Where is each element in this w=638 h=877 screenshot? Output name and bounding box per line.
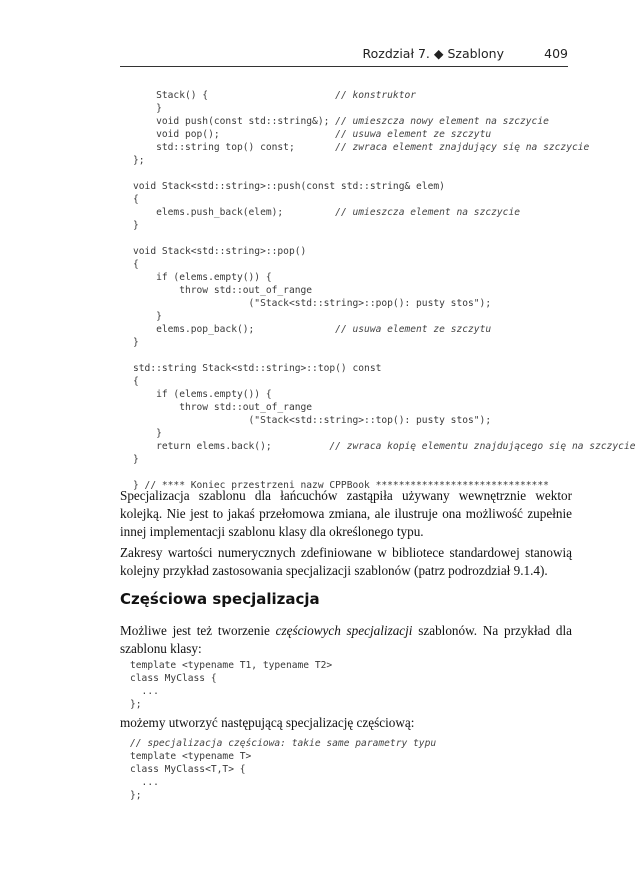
code-line [133, 414, 636, 427]
code-line: ... [130, 686, 159, 697]
code-text: std::string Stack<std::string>::top() const [133, 363, 382, 374]
code-line [133, 362, 636, 375]
code-line [133, 128, 636, 141]
paragraph-specialization-description: Specjalizacja szablonu dla łańcuchów zastąpiła używany wewnętrznie wektor kolejką. Nie jest to jakaś przełomowa zmiana, ale ilustruje ona możliwość zupełnie innej implementacji szablonu klasy dla określonego typu. [120, 488, 572, 539]
code-text: return elems.back(); [133, 441, 272, 452]
code-line [133, 310, 636, 323]
code-line [133, 115, 636, 128]
code-text: } [133, 454, 139, 465]
code-text: }; [133, 155, 145, 166]
code-line [133, 258, 636, 271]
code-text: } [133, 337, 139, 348]
code-line [133, 427, 636, 440]
code-line [133, 102, 636, 115]
code-text: { [133, 259, 139, 270]
code-text: } [133, 428, 162, 439]
paragraph-text: Możliwe jest też tworzenie [120, 623, 276, 638]
page-number: 409 [544, 46, 568, 61]
code-line [133, 245, 636, 258]
code-line: }; [130, 790, 142, 801]
code-text: } [133, 311, 162, 322]
code-text: } [133, 220, 139, 231]
paragraph-numeric-limits: Zakresy wartości numerycznych zdefiniowane w bibliotece standardowej stanowią kolejny przykład zastosowania specjalizacji szablonów (patrz podrozdział 9.1.4). [120, 545, 572, 578]
paragraph-partial-followup: możemy utworzyć następującą specjalizację częściową: [120, 715, 415, 730]
code-text: void Stack<std::string>::push(const std::string& elem) [133, 181, 445, 192]
code-text: } [133, 103, 162, 114]
code-comment: // umieszcza nowy element na szczycie [335, 116, 549, 127]
emphasized-term: częściowych specjalizacji [275, 623, 413, 638]
code-comment: // usuwa element ze szczytu [335, 129, 492, 140]
code-line: }; [130, 699, 142, 710]
code-text: if (elems.empty()) { [133, 272, 272, 283]
code-line: class MyClass { [130, 673, 217, 684]
code-text: { [133, 376, 139, 387]
code-line [133, 388, 636, 401]
code-comment: // konstruktor [335, 90, 417, 101]
code-line: template <typename T> [130, 751, 252, 762]
code-text: std::string top() const; [133, 142, 295, 153]
code-block-class-template [130, 659, 332, 711]
code-line [133, 349, 636, 362]
code-line: // specjalizacja częściowa: takie same parametry typu [130, 738, 437, 749]
section-heading: Częściowa specjalizacja [120, 590, 320, 608]
code-text: Stack() { [133, 90, 209, 101]
code-line [133, 271, 636, 284]
code-line [133, 89, 636, 102]
code-line [133, 375, 636, 388]
code-line [133, 219, 636, 232]
code-text: ("Stack<std::string>::pop(): pusty stos"); [133, 298, 492, 309]
code-text: elems.push_back(elem); [133, 207, 284, 218]
code-comment: // umieszcza element na szczycie [335, 207, 521, 218]
code-line [133, 167, 636, 180]
code-line: class MyClass<T,T> { [130, 764, 246, 775]
paragraph-partial-intro [120, 622, 572, 658]
code-comment: // zwraca element znajdujący się na szczycie [335, 142, 590, 153]
code-text: void Stack<std::string>::pop() [133, 246, 307, 257]
code-line [133, 141, 636, 154]
code-line [133, 193, 636, 206]
code-line: template <typename T1, typename T2> [130, 660, 333, 671]
code-line [133, 323, 636, 336]
code-text: { [133, 194, 139, 205]
code-line [133, 336, 636, 349]
code-text: void push(const std::string&); [133, 116, 330, 127]
code-line [133, 297, 636, 310]
code-line [133, 453, 636, 466]
code-comment: // zwraca kopię elementu znajdującego się na szczycie [329, 441, 636, 452]
code-text: } // **** Koniec przestrzeni nazw CPPBook ****************************** [133, 480, 549, 491]
code-line [133, 180, 636, 193]
code-line [133, 232, 636, 245]
code-text: throw std::out_of_range [133, 402, 313, 413]
code-text: if (elems.empty()) { [133, 389, 272, 400]
code-text: ("Stack<std::string>::top(): pusty stos"); [133, 415, 492, 426]
chapter-title: Rozdział 7. ◆ Szablony [362, 46, 504, 61]
code-line [133, 401, 636, 414]
code-text: throw std::out_of_range [133, 285, 313, 296]
code-text: elems.pop_back(); [133, 324, 255, 335]
code-line [133, 154, 636, 167]
code-comment: // usuwa element ze szczytu [335, 324, 492, 335]
code-line [133, 440, 636, 453]
code-block-partial-specialization [130, 737, 436, 802]
code-line [133, 206, 636, 219]
code-line: ... [130, 777, 159, 788]
code-block-stack-specialization [133, 89, 636, 492]
page-header [120, 44, 568, 67]
code-line [133, 284, 636, 297]
code-line [133, 466, 636, 479]
paragraph-text: szablonów. Na przykład dla szablonu klasy: [120, 623, 572, 656]
code-text: void pop(); [133, 129, 220, 140]
